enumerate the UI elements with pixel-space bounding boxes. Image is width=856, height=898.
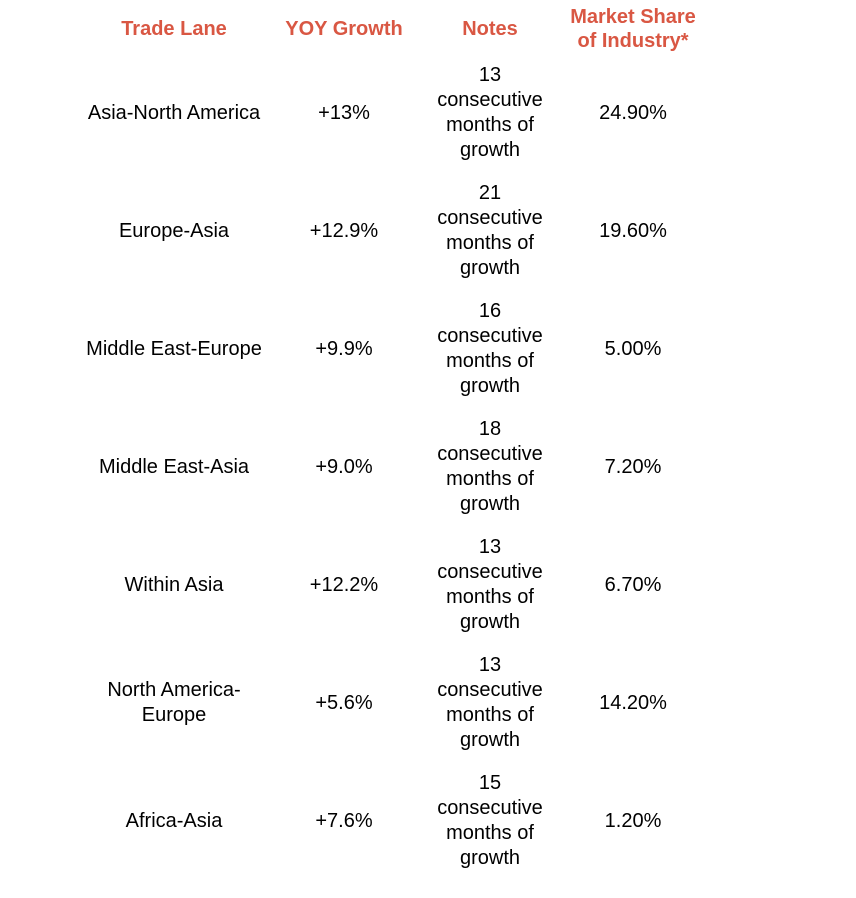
cell-market-share: 5.00% — [604, 337, 662, 360]
header-notes: Notes — [462, 18, 518, 40]
cell-trade-lane: North America-Europe — [107, 679, 241, 726]
table-row — [84, 54, 710, 172]
cell-market-share: 6.70% — [604, 573, 662, 596]
cell-yoy-growth: +12.9% — [309, 219, 379, 242]
table-header-row — [84, 4, 710, 54]
cell-yoy-growth: +5.6% — [315, 691, 373, 714]
table-row — [84, 172, 710, 290]
cell-trade-lane: Middle East-Asia — [98, 455, 250, 478]
cell-notes: 15 consecutive months of growth — [437, 772, 543, 869]
cell-trade-lane: Europe-Asia — [118, 219, 230, 242]
cell-notes: 13 consecutive months of growth — [437, 536, 543, 633]
cell-market-share: 24.90% — [599, 101, 667, 124]
cell-yoy-growth: +12.2% — [309, 573, 379, 596]
cell-notes: 13 consecutive months of growth — [437, 64, 543, 161]
cell-market-share: 19.60% — [599, 219, 667, 242]
table-row — [84, 526, 710, 644]
table-row — [84, 762, 710, 880]
header-yoy-growth: YOY Growth — [285, 18, 403, 40]
cell-notes: 21 consecutive months of growth — [437, 182, 543, 279]
cell-yoy-growth: +9.0% — [315, 455, 373, 478]
cell-yoy-growth: +7.6% — [315, 809, 373, 832]
cell-market-share: 14.20% — [599, 691, 667, 714]
cell-yoy-growth: +9.9% — [315, 337, 373, 360]
header-market-share: Market Share of Industry* — [570, 6, 696, 52]
cell-trade-lane: Africa-Asia — [125, 809, 223, 832]
cell-market-share: 7.20% — [604, 455, 662, 478]
cell-yoy-growth: +13% — [318, 101, 370, 124]
table-row — [84, 290, 710, 408]
cell-trade-lane: Asia-North America — [87, 101, 261, 124]
table-row — [84, 644, 710, 762]
cell-trade-lane: Within Asia — [124, 573, 224, 596]
cell-market-share: 1.20% — [604, 809, 662, 832]
cell-trade-lane: Middle East-Europe — [86, 337, 262, 360]
table-row — [84, 408, 710, 526]
trade-lane-table — [84, 4, 710, 880]
cell-notes: 18 consecutive months of growth — [437, 418, 543, 515]
cell-notes: 16 consecutive months of growth — [437, 300, 543, 397]
cell-notes: 13 consecutive months of growth — [437, 654, 543, 751]
header-trade-lane: Trade Lane — [121, 18, 227, 40]
